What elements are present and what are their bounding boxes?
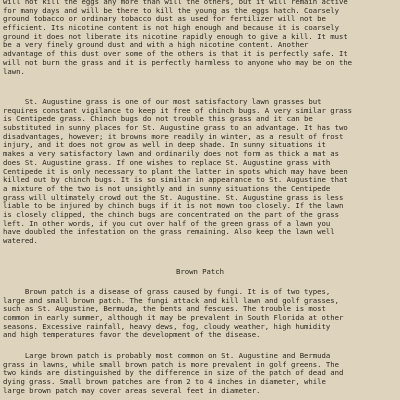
text-line: watered. — [3, 236, 38, 245]
paragraph-brown-patch-types — [3, 352, 397, 395]
text-line: two kinds are distinguished by the difference in size of the patch of dead and — [3, 368, 344, 378]
text-line: does St. Augustine grass. If one wishes to replace St. Augustine grass with — [3, 157, 331, 167]
text-line: will not kill the eggs any more than will the others, but it will remain active — [3, 0, 348, 6]
text-line: such as St. Augustine, Bermuda, the bents and fescues. The trouble is most — [3, 304, 326, 314]
text-line: ground it does not liberate its nicotine rapidly enough to give a kill. It must — [3, 31, 348, 41]
text-line: will not burn the grass and it is perfectly harmless to anyone who may be on the — [3, 57, 353, 67]
text-line: Centipede it is only necessary to plant the latter in spots which may have been — [3, 166, 348, 176]
text-line: left. In other words, if you cut over half of the green grass of a lawn you — [3, 218, 331, 228]
text-line: requires constant vigilance to keep it free of chinch bugs. A very similar grass — [3, 105, 353, 115]
text-line: common in early summer, although it may be prevalent in South Florida at other — [3, 313, 344, 323]
text-line: lawn. — [3, 66, 25, 76]
text-line: seasons. Excessive rainfall, heavy dews, fog, cloudy weather, high humidity — [3, 321, 331, 331]
text-line: grass in lawns, while small brown patch is more prevalent in golf greens. The — [3, 359, 339, 369]
text-line: efficient. Its nicotine content is not high enough and because it is coarsely — [3, 23, 339, 33]
text-line: dying grass. Small brown patches are from 2 to 4 inches in diameter, while — [3, 377, 326, 387]
text-line: is Centipede grass. Chinch bugs do not trouble this grass and it can be — [3, 114, 313, 124]
text-line: for many days and will be there to kill the young as the eggs hatch. Coarsely — [3, 5, 339, 15]
text-line: Large brown patch is probably most common on St. Augustine and Bermuda — [3, 351, 331, 360]
paragraph-brown-patch-intro — [3, 288, 397, 340]
text-line: ground tobacco or ordinary tobacco dust as used for fertilizer will not be — [3, 14, 326, 24]
text-line: disadvantages, however; it browns more readily in winter, as a result of frost — [3, 131, 344, 141]
text-line: Brown patch is a disease of grass caused by fungi. It is of two types, — [3, 287, 331, 296]
text-line: have doubled the infestation on the grass remaining. Also keep the lawn well — [3, 227, 335, 237]
text-line: St. Augustine grass is one of our most satisfactory lawn grasses but — [3, 97, 322, 106]
text-line: advantage of this dust over some of the others is that it is perfectly safe. It — [3, 49, 348, 59]
text-line: a mixture of the two is not unsightly and in sunny situations the Centipede — [3, 183, 331, 193]
text-line: and high temperatures favor the development of the disease. — [3, 330, 261, 340]
text-line: liable to be injured by chinch bugs if it is not mown too closely. If the lawn — [3, 201, 344, 211]
paragraph-nicotine-dust — [3, 0, 397, 76]
text-line: substituted in sunny places for St. Augustine grass to an advantage. It has two — [3, 123, 348, 133]
section-heading: Brown Patch — [176, 267, 224, 276]
text-line: makes a very satisfactory lawn and ordinarily does not form as thick a mat as — [3, 149, 339, 159]
text-line: large brown patch may cover areas several feet in diameter. — [3, 385, 261, 395]
text-line: large and small brown patch. The fungi attack and kill lawn and golf grasses, — [3, 295, 339, 305]
text-line: is closely clipped, the chinch bugs are concentrated on the part of the grass — [3, 209, 339, 219]
paragraph-st-augustine-grass — [3, 98, 397, 246]
text-line: be a very finely ground dust and with a high nicotine content. Another — [3, 40, 309, 50]
text-line: grass will ultimately crowd out the St. Augustine. St. Augustine grass is less — [3, 192, 344, 202]
text-line: killed out by chinch bugs. It is so similar in appearance to St. Augustine that — [3, 175, 348, 185]
text-line: injury, and it does not grow as well in deep shade. In sunny situations it — [3, 140, 326, 150]
